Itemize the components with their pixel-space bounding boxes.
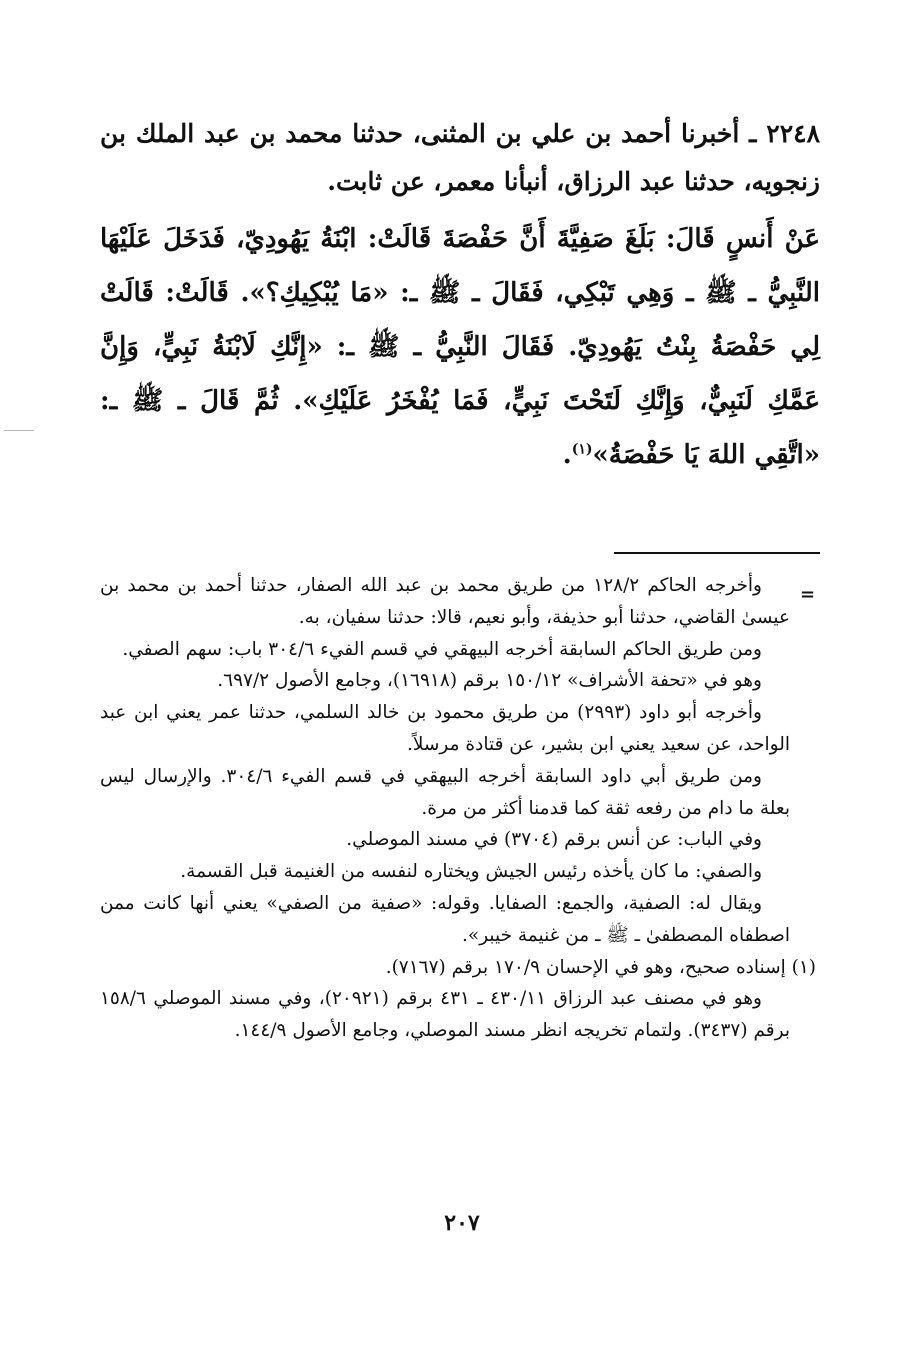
continued-marker: = (800, 584, 816, 605)
note-line: والصفي: ما كان يأخذه رئيس الجيش ويختاره لنفسه من الغنيمة قبل القسمة. (180, 861, 762, 883)
hadith-end: . (562, 440, 572, 470)
note-line: ويقال له: الصفية، والجمع: الصفايا. وقوله: «صفية من الصفي» يعني أنها كانت ممن اصطفاه المصطفىٰ ـ ﷺ ـ من غنيمة خيبر». (100, 892, 790, 946)
hadith-matn (100, 212, 820, 482)
footnote-reference: (١) (571, 441, 593, 458)
footnote-separator (614, 552, 820, 554)
note-line: وأخرجه الحاكم ١٢٨/٢ من طريق محمد بن عبد الله الصفار، حدثنا أحمد بن محمد بن عيسىٰ القاضي، حدثنا أبو حذيفة، وأبو نعيم، قالا: حدثنا سفيان، به. (100, 575, 790, 628)
footnotes (100, 570, 816, 1047)
note-line: وهو في «تحفة الأشراف» ١٥٠/١٢ برقم (١٦٩١٨)، وجامع الأصول ٦٩٧/٢. (217, 670, 762, 692)
note-line: ومن طريق الحاكم السابقة أخرجه البيهقي في قسم الفيء ٣٠٤/٦ باب: سهم الصفي. (122, 638, 762, 660)
note-line: ومن طريق أبي داود السابقة أخرجه البيهقي في قسم الفيء ٣٠٤/٦. والإرسال ليس بعلة ما دام من رفعه ثقة كما قدمنا أكثر من مرة. (100, 765, 790, 819)
page-number: ٢٠٧ (444, 1210, 480, 1236)
main-text (100, 110, 820, 482)
hadith-isnad: ٢٢٤٨ ـ أخبرنا أحمد بن علي بن المثنى، حدثنا محمد بن عبد الملك بن زنجويه، حدثنا عبد الرزاق، أنبأنا معمر، عن ثابت. (100, 119, 820, 196)
footnote-1: (١) إسناده صحيح، وهو في الإحسان ١٧٠/٩ برقم (٧١٦٧). (385, 956, 816, 978)
footnote-1-continuation: وهو في مصنف عبد الرزاق ٤٣٠/١١ ـ ٤٣١ برقم (٢٠٩٢١)، وفي مسند الموصلي ١٥٨/٦ برقم (٣٤٣٧). ولتمام تخريجه انظر مسند الموصلي، وجامع الأصول ١٤٤/٩. (100, 988, 790, 1042)
note-line: وفي الباب: عن أنس برقم (٣٧٠٤) في مسند الموصلي. (346, 829, 762, 851)
note-line: وأخرجه أبو داود (٢٩٩٣) من طريق محمود بن خالد السلمي، حدثنا عمر يعني ابن عبد الواحد، عن سعيد يعني ابن بشير، عن قتادة مرسلاً. (100, 702, 790, 755)
margin-mark (4, 430, 34, 431)
hadith-text: عَنْ أَنسٍ قَالَ: بَلَغَ صَفِيَّةَ أَنَّ حَفْصَةَ قَالَتْ: ابْنَةُ يَهُودِيّ، فَدَخَلَ عَلَيْهَا النَّبِيُّ ـ ﷺ ـ وَهِي تَبْكِي، فَقَالَ ـ ﷺ ـ: «مَا يُبْكِيكِ؟». قَالَتْ: قَالَتْ لِي حَفْصَةُ بِنْتُ يَهُودِيّ. فَقَالَ النَّبِيُّ ـ ﷺ ـ: «إِنَّكِ لَابْنَةُ نَبِيٍّ، وَإِنَّ عَمَّكِ لَنَبِيٌّ، وَإِنَّكِ لَتَحْتَ نَبِيٍّ، فَمَا يُفْخَرُ عَلَيْكِ». ثُمَّ قَالَ ـ ﷺ ـ: «اتَّقِي اللهَ يَا حَفْصَةُ» (100, 224, 820, 470)
